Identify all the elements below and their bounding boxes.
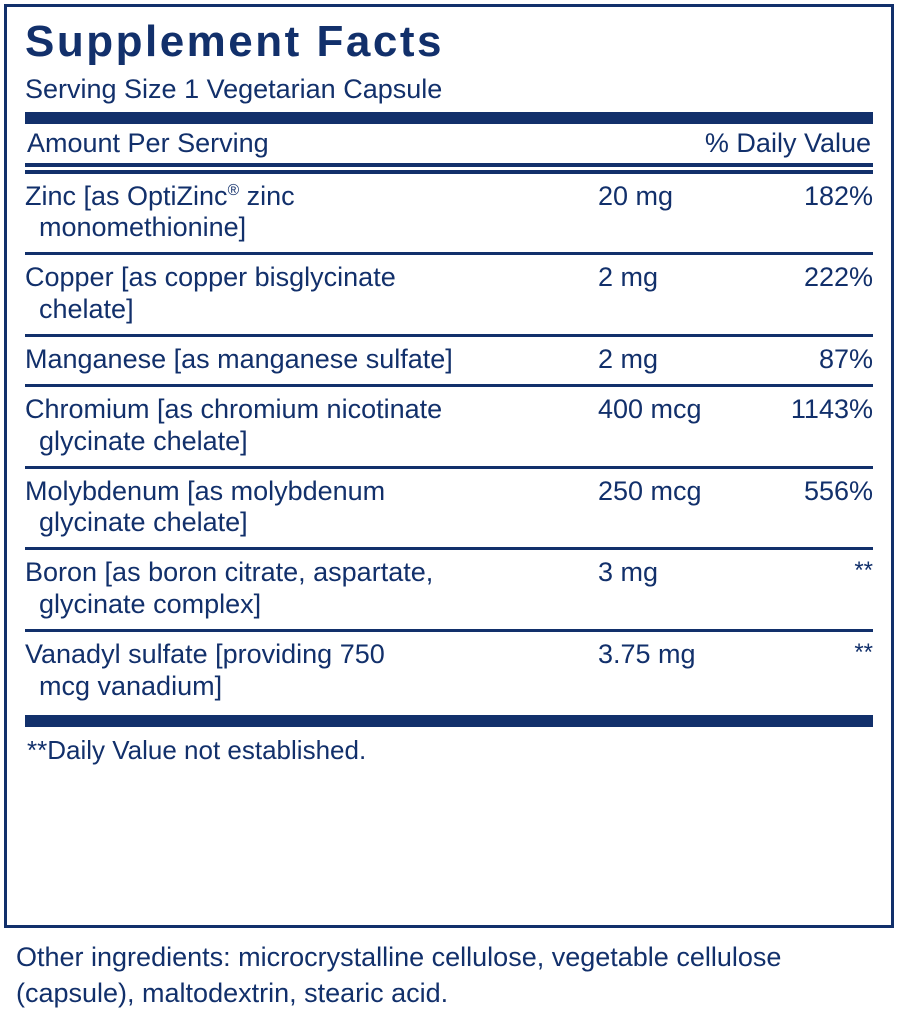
nutrient-amount-cell: 2 mg [598,254,748,336]
nutrient-dv-cell: 1143% [748,385,873,467]
nutrient-table [25,174,873,711]
page-title: Supplement Facts [25,17,444,66]
table-row [25,385,873,467]
nutrient-name-cell [25,254,598,336]
nutrient-name-line1-tail: zinc [239,180,295,211]
nutrient-amount-cell: 3.75 mg [598,639,696,670]
nutrient-name-line2: glycinate chelate] [39,425,248,456]
nutrient-name-line2: glycinate chelate] [39,507,248,538]
table-row [25,336,873,386]
nutrient-dv-cell: 87% [748,336,873,386]
nutrient-name-line1: Zinc [as OptiZinc [25,180,228,211]
nutrient-name-cell [25,174,598,254]
nutrient-dv-cell: ** [748,549,873,631]
nutrient-amount-cell: 250 mcg [598,467,748,549]
nutrient-name-line2: glycinate complex] [39,589,262,620]
nutrient-dv-cell: 556% [748,467,873,549]
nutrient-name-line1: Manganese [as manganese sulfate] [25,344,453,375]
nutrient-name-line1: Chromium [as chromium nicotinate [25,393,443,424]
serving-size-text: Serving Size 1 Vegetarian Capsule [25,74,443,105]
table-row [25,467,873,549]
table-row [25,549,873,631]
supplement-facts-panel [4,4,894,928]
nutrient-dv-cell: ** [854,639,873,667]
nutrient-name-cell [25,385,598,467]
nutrient-name-line2: chelate] [39,294,134,325]
nutrient-name-cell [25,467,598,549]
table-row [25,174,873,254]
table-row [25,254,873,336]
nutrient-amount-cell: 20 mg [598,174,748,254]
nutrient-name-line1: Vanadyl sulfate [providing 750 [25,639,385,670]
table-header-row [25,124,873,163]
nutrient-dv-cell: 182% [748,174,873,254]
nutrient-amount-cell: 3 mg [598,549,748,631]
divider-thick-bottom [25,715,873,727]
nutrient-name-cell [25,631,598,711]
nutrient-name-line1: Boron [as boron citrate, aspartate, [25,557,434,588]
daily-value-header: % Daily Value [704,127,871,158]
nutrient-dv-cell: 222% [748,254,873,336]
amount-per-serving-header: Amount Per Serving [27,127,269,158]
nutrient-name-line1: Copper [as copper bisglycinate [25,262,396,293]
nutrient-name-line2: monomethionine] [39,212,247,243]
table-row [25,631,873,711]
nutrient-name-line2: mcg vanadium] [39,670,223,701]
other-ingredients-text: Other ingredients: microcrystalline cellulose, vegetable cellulose (capsule), maltodextrin, stearic acid. [16,942,782,1008]
nutrient-name-cell [25,336,598,386]
divider-thick-top [25,112,873,124]
nutrient-amount-cell: 2 mg [598,336,748,386]
daily-value-footnote: **Daily Value not established. [27,734,367,765]
nutrient-name-line1: Molybdenum [as molybdenum [25,475,386,506]
registered-mark-icon: ® [227,181,240,199]
nutrient-name-cell [25,549,598,631]
nutrient-amount-cell: 400 mcg [598,385,748,467]
